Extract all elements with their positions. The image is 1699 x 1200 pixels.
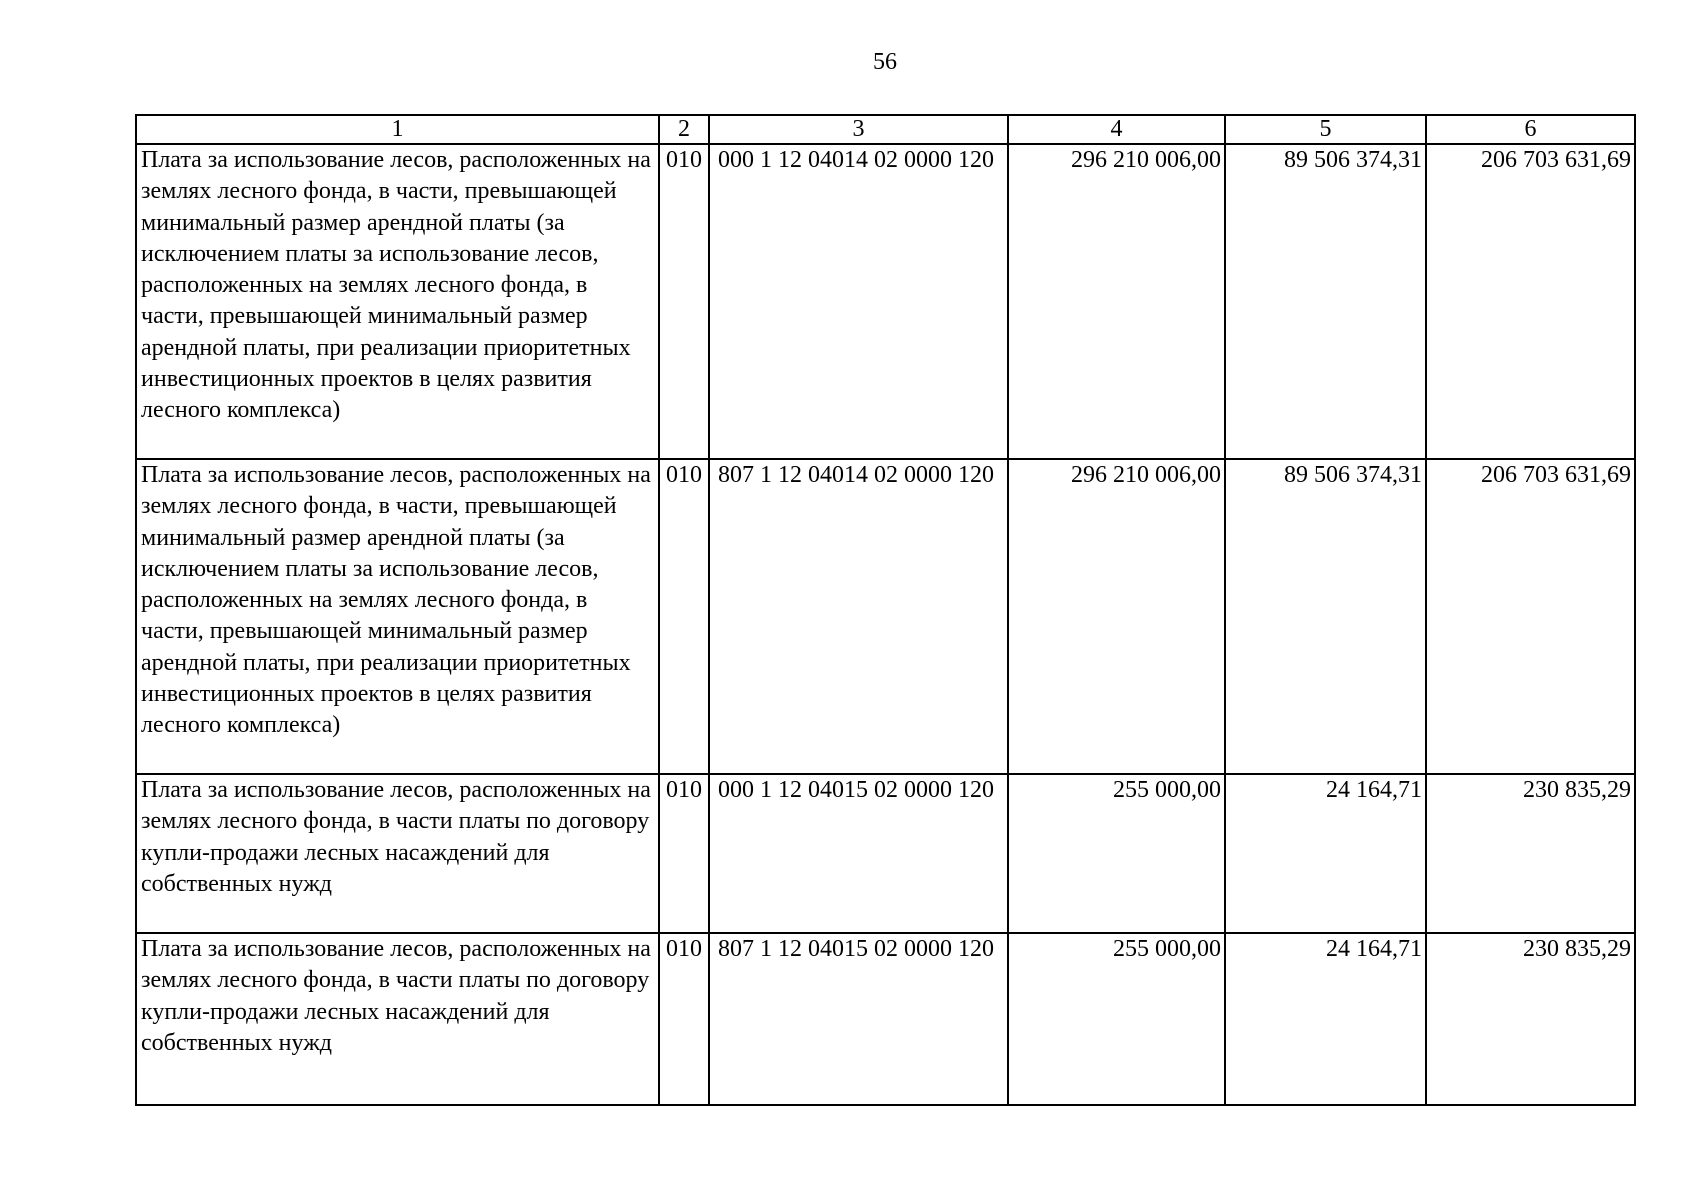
- row-unexecuted-cell: 206 703 631,69: [1426, 459, 1635, 774]
- row-code-cell: 010: [659, 774, 709, 933]
- table-row: [136, 933, 1635, 1105]
- table-row: [136, 774, 1635, 933]
- header-cell-3: 3: [709, 115, 1008, 144]
- row-kbk-cell: 000 1 12 04014 02 0000 120: [709, 144, 1008, 459]
- row-name-cell: Плата за использование лесов, расположенных на землях лесного фонда, в части, превышающей минимальный размер арендной платы (за исключением платы за использование лесов, расположенных на землях лесного фонда, в части, превышающей минимальный размер арендной платы, при реализации приоритетных инвестиционных проектов в целях развития лесного комплекса): [136, 144, 659, 459]
- row-executed-cell: 89 506 374,31: [1225, 459, 1426, 774]
- row-code-cell: 010: [659, 144, 709, 459]
- header-cell-2: 2: [659, 115, 709, 144]
- budget-table: [135, 114, 1636, 1106]
- row-name-cell: Плата за использование лесов, расположенных на землях лесного фонда, в части платы по договору купли-продажи лесных насаждений для собственных нужд: [136, 933, 659, 1105]
- row-approved-cell: 296 210 006,00: [1008, 459, 1225, 774]
- header-cell-1: 1: [136, 115, 659, 144]
- row-approved-cell: 255 000,00: [1008, 774, 1225, 933]
- row-kbk-cell: 807 1 12 04015 02 0000 120: [709, 933, 1008, 1105]
- row-unexecuted-cell: 230 835,29: [1426, 774, 1635, 933]
- row-kbk-cell: 000 1 12 04015 02 0000 120: [709, 774, 1008, 933]
- row-code-cell: 010: [659, 459, 709, 774]
- row-name-cell: Плата за использование лесов, расположенных на землях лесного фонда, в части, превышающей минимальный размер арендной платы (за исключением платы за использование лесов, расположенных на землях лесного фонда, в части, превышающей минимальный размер арендной платы, при реализации приоритетных инвестиционных проектов в целях развития лесного комплекса): [136, 459, 659, 774]
- page-number: 56: [873, 49, 897, 75]
- row-unexecuted-cell: 230 835,29: [1426, 933, 1635, 1105]
- table-row: [136, 144, 1635, 459]
- row-approved-cell: 255 000,00: [1008, 933, 1225, 1105]
- row-executed-cell: 24 164,71: [1225, 933, 1426, 1105]
- row-name-cell: Плата за использование лесов, расположенных на землях лесного фонда, в части платы по договору купли-продажи лесных насаждений для собственных нужд: [136, 774, 659, 933]
- header-cell-4: 4: [1008, 115, 1225, 144]
- row-approved-cell: 296 210 006,00: [1008, 144, 1225, 459]
- table-row: [136, 459, 1635, 774]
- row-executed-cell: 24 164,71: [1225, 774, 1426, 933]
- header-cell-6: 6: [1426, 115, 1635, 144]
- row-unexecuted-cell: 206 703 631,69: [1426, 144, 1635, 459]
- row-code-cell: 010: [659, 933, 709, 1105]
- header-cell-5: 5: [1225, 115, 1426, 144]
- row-kbk-cell: 807 1 12 04014 02 0000 120: [709, 459, 1008, 774]
- row-executed-cell: 89 506 374,31: [1225, 144, 1426, 459]
- table-header-row: [136, 115, 1635, 144]
